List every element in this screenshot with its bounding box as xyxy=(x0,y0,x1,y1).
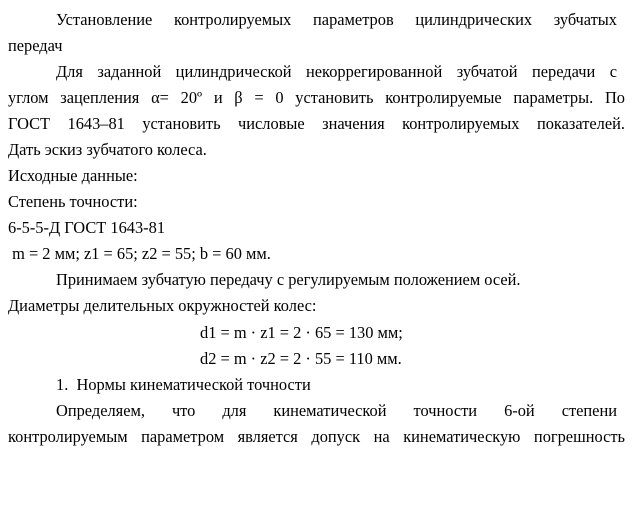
paragraph-1-line-2: углом зацепления α= 20º и β = 0 установить контролируемые параметры. По xyxy=(8,88,625,107)
formula-d1: d1 = m · z1 = 2 · 65 = 130 мм; xyxy=(200,323,403,342)
paragraph-1-line-4: Дать эскиз зубчатого колеса. xyxy=(8,140,207,159)
paragraph-3-line-1: Определяем, что для кинематической точности 6-ой степени xyxy=(56,401,617,420)
section-heading-1: 1. Нормы кинематической точности xyxy=(56,375,311,394)
heading-line-2: передач xyxy=(8,36,63,55)
paragraph-2: Принимаем зубчатую передачу с регулируемым положением осей. xyxy=(56,270,521,289)
formula-d2: d2 = m · z2 = 2 · 55 = 110 мм. xyxy=(200,349,402,368)
diameters-intro: Диаметры делительных окружностей колес: xyxy=(8,296,317,315)
gost-spec: 6-5-5-Д ГОСТ 1643-81 xyxy=(8,218,166,237)
accuracy-degree-label: Степень точности: xyxy=(8,192,138,211)
paragraph-1-line-1: Для заданной цилиндрической некоррегированной зубчатой передачи с xyxy=(56,62,617,81)
paragraph-1-line-3: ГОСТ 1643–81 установить числовые значения контролируемых показателей. xyxy=(8,114,625,133)
initial-data-label: Исходные данные: xyxy=(8,166,138,185)
parameters-line: m = 2 мм; z1 = 65; z2 = 55; b = 60 мм. xyxy=(8,244,271,263)
heading-line-1: Установление контролируемых параметров цилиндрических зубчатых xyxy=(56,10,617,29)
paragraph-3-line-2: контролируемым параметром является допуск на кинематическую погрешность xyxy=(8,427,625,446)
